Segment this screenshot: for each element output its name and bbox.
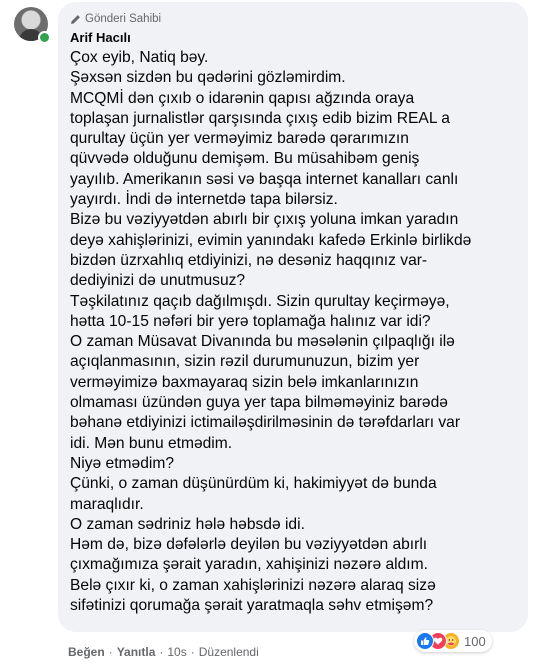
comment-line: bəhanə etdiyinizi ictimailəşdirilməsinin də tərəfdarları var (70, 414, 461, 432)
separator: · (190, 645, 195, 659)
comment-line: O zaman Müsavat Divanında bu məsələnin çılpaqlığı ilə (70, 333, 455, 351)
pencil-icon (70, 14, 81, 25)
comment-actions (68, 645, 259, 659)
comment-line: verməyimizə baxmayaraq sizin belə imkanlarınızın (70, 373, 419, 391)
comment-line: MCQMİ dən çıxıb o idarənin qapısı ağzında oraya (70, 89, 415, 107)
badge-label: Gönderi Sahibi (85, 13, 162, 25)
online-status-dot (38, 31, 51, 44)
comment-line: deyə xahişlərinizi, evimin yanındakı kafedə Erkinlə birlikdə (70, 231, 472, 249)
reply-button[interactable]: Yanıtla (116, 645, 156, 659)
comment-line: Niyə etmədim? (70, 454, 174, 472)
comment-line: sifətinizi qorumağa şərait yaratmaqla səhv etmişəm? (70, 597, 434, 615)
comment-text (70, 48, 516, 616)
comment-line: O zaman sədriniz hələ həbsdə idi. (70, 515, 305, 533)
separator: · (159, 645, 164, 659)
comment-line: Təşkilatınız qaçıb dağılmışdı. Sizin qurultay keçirməyə, (70, 292, 450, 310)
reaction-summary[interactable] (414, 630, 492, 652)
comment-bubble (58, 2, 528, 632)
comment-line: Şəxsən sizdən bu qədərini gözləmirdim. (70, 69, 346, 87)
comment-line: idi. Mən bunu etmədim. (70, 434, 233, 452)
comment-line: toplaşan jurnalistlər qarşısında çıxış edib bizim REAL a (70, 109, 450, 127)
comment-line: Bizə bu vəziyyətdən abırlı bir çıxış yoluna imkan yaradın (70, 211, 459, 229)
comment-line: açıqlanmasının, sizin rəzil durumunuzun, bizim yer (70, 353, 420, 371)
like-button[interactable]: Beğen (68, 645, 105, 659)
comment-line: Çox eyib, Natiq bəy. (70, 49, 209, 66)
comment-line: çıxmağımıza şərait yaradın, xahişinizi nəzərə aldım. (70, 556, 428, 574)
comment-line: maraqlıdır. (70, 495, 144, 513)
comment-line: bizdən üzrxahlıq etdiyinizi, nə desəniz haqqınız var- (70, 251, 428, 269)
comment-line: Çünki, o zaman düşünürdüm ki, hakimiyyət də bunda (70, 475, 437, 493)
author-badge (70, 12, 516, 26)
reaction-count: 100 (464, 633, 486, 649)
separator: · (108, 645, 113, 659)
comment-line: Belə çıxır ki, o zaman xahişlərinizi nəzərə alaraq sizə (70, 576, 436, 594)
comment-line: hətta 10-15 nəfəri bir yerə toplamağa halınız var idi? (70, 312, 431, 330)
comment-line: qurultay üçün yer verməyimiz barədə qərarımızın (70, 130, 409, 148)
comment-line: yayılıb. Amerikanın səsi və başqa internet kanalları canlı (70, 170, 459, 188)
comment-line: dediyinizi də unutmusuz? (70, 272, 246, 290)
edited-label[interactable]: Düzenlendi (198, 645, 259, 659)
comment-timestamp[interactable]: 10s (167, 645, 187, 659)
like-icon (416, 632, 434, 650)
comment-line: Həm də, bizə dəfələrlə deyilən bu vəziyyətdən abırlı (70, 536, 428, 554)
comment-line: olmaması üzündən guya yer tapa bilməməyiniz barədə (70, 394, 448, 412)
author-name[interactable]: Arif Hacılı (70, 30, 131, 45)
comment-line: yayırdı. İndi də internetdə tapa bilərsiz. (70, 191, 338, 209)
comment-line: qüvvədə olduğunu demişəm. Bu müsahibəm geniş (70, 150, 420, 168)
